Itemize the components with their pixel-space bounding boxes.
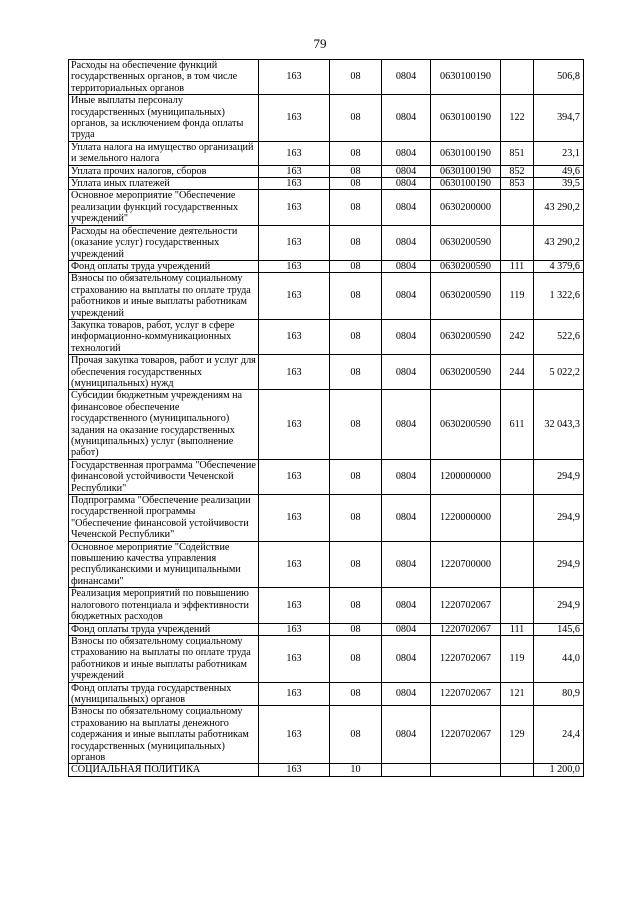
row-grbs-cell: 163 [259, 635, 330, 682]
row-target-item-cell: 1220702067 [431, 682, 501, 706]
budget-table [68, 59, 584, 777]
row-name-cell: Закупка товаров, работ, услуг в сфере информационно-коммуникационных технологий [69, 319, 259, 354]
row-amount-cell: 1 200,0 [534, 764, 584, 776]
row-subsection-cell: 0804 [382, 165, 431, 177]
row-subsection-cell: 0804 [382, 60, 431, 95]
row-target-item-cell: 1220000000 [431, 495, 501, 542]
row-expense-type-cell [501, 225, 534, 260]
row-amount-cell: 44,0 [534, 635, 584, 682]
row-name-cell: Субсидии бюджетным учреждениям на финансовое обеспечение государственного (муниципального) задания на оказание государственных (муниципальных) услуг (выполнение работ) [69, 390, 259, 459]
row-grbs-cell: 163 [259, 225, 330, 260]
row-amount-cell: 294,9 [534, 459, 584, 494]
row-grbs-cell: 163 [259, 588, 330, 623]
row-name-cell: Уплата иных платежей [69, 178, 259, 190]
row-grbs-cell: 163 [259, 355, 330, 390]
table-row [69, 588, 584, 623]
row-name-cell: СОЦИАЛЬНАЯ ПОЛИТИКА [69, 764, 259, 776]
row-name-cell: Взносы по обязательному социальному страхованию на выплаты денежного содержания и иные выплаты работникам государственных (муниципальных) органов [69, 706, 259, 764]
row-expense-type-cell [501, 60, 534, 95]
row-amount-cell: 294,9 [534, 495, 584, 542]
row-amount-cell: 522,6 [534, 319, 584, 354]
row-subsection-cell: 0804 [382, 190, 431, 225]
row-subsection-cell: 0804 [382, 682, 431, 706]
table-row [69, 355, 584, 390]
table-row [69, 541, 584, 588]
table-row [69, 273, 584, 320]
row-expense-type-cell [501, 459, 534, 494]
row-expense-type-cell [501, 495, 534, 542]
row-grbs-cell: 163 [259, 141, 330, 165]
page-number: 79 [313, 36, 327, 51]
row-expense-type-cell [501, 190, 534, 225]
row-target-item-cell: 0630100190 [431, 60, 501, 95]
row-subsection-cell: 0804 [382, 459, 431, 494]
row-name-cell: Фонд оплаты труда учреждений [69, 623, 259, 635]
row-expense-type-cell: 852 [501, 165, 534, 177]
row-section-cell: 08 [330, 495, 382, 542]
row-grbs-cell: 163 [259, 319, 330, 354]
table-row [69, 178, 584, 190]
row-subsection-cell: 0804 [382, 588, 431, 623]
row-name-cell: Взносы по обязательному социальному страхованию на выплаты по оплате труда работников и иные выплаты работникам учреждений [69, 635, 259, 682]
row-expense-type-cell: 611 [501, 390, 534, 459]
row-grbs-cell: 163 [259, 764, 330, 776]
row-section-cell: 08 [330, 588, 382, 623]
row-section-cell: 08 [330, 225, 382, 260]
row-name-cell: Уплата налога на имущество организаций и земельного налога [69, 141, 259, 165]
row-section-cell: 08 [330, 682, 382, 706]
row-amount-cell: 394,7 [534, 95, 584, 142]
row-amount-cell: 294,9 [534, 541, 584, 588]
row-section-cell: 08 [330, 390, 382, 459]
row-subsection-cell: 0804 [382, 273, 431, 320]
table-row [69, 495, 584, 542]
row-target-item-cell: 1220702067 [431, 635, 501, 682]
table-row [69, 764, 584, 776]
table-row [69, 190, 584, 225]
row-grbs-cell: 163 [259, 459, 330, 494]
row-target-item-cell: 1220700000 [431, 541, 501, 588]
row-grbs-cell: 163 [259, 95, 330, 142]
row-section-cell: 08 [330, 165, 382, 177]
row-grbs-cell: 163 [259, 190, 330, 225]
row-section-cell: 08 [330, 95, 382, 142]
row-name-cell: Расходы на обеспечение деятельности (оказание услуг) государственных учреждений [69, 225, 259, 260]
row-section-cell: 08 [330, 541, 382, 588]
row-target-item-cell: 1220702067 [431, 588, 501, 623]
row-subsection-cell: 0804 [382, 390, 431, 459]
table-row [69, 682, 584, 706]
row-target-item-cell: 1200000000 [431, 459, 501, 494]
row-target-item-cell: 0630200000 [431, 190, 501, 225]
row-grbs-cell: 163 [259, 178, 330, 190]
row-amount-cell: 294,9 [534, 588, 584, 623]
row-subsection-cell: 0804 [382, 141, 431, 165]
row-section-cell: 08 [330, 623, 382, 635]
row-grbs-cell: 163 [259, 495, 330, 542]
row-subsection-cell [382, 764, 431, 776]
row-expense-type-cell: 119 [501, 273, 534, 320]
row-target-item-cell: 0630200590 [431, 319, 501, 354]
row-expense-type-cell [501, 588, 534, 623]
row-name-cell: Прочая закупка товаров, работ и услуг для обеспечения государственных (муниципальных) нужд [69, 355, 259, 390]
row-expense-type-cell: 111 [501, 623, 534, 635]
table-row [69, 459, 584, 494]
row-target-item-cell: 1220702067 [431, 623, 501, 635]
row-amount-cell: 24,4 [534, 706, 584, 764]
row-grbs-cell: 163 [259, 60, 330, 95]
row-subsection-cell: 0804 [382, 635, 431, 682]
row-section-cell: 08 [330, 190, 382, 225]
row-subsection-cell: 0804 [382, 225, 431, 260]
row-target-item-cell: 0630200590 [431, 260, 501, 272]
row-subsection-cell: 0804 [382, 178, 431, 190]
row-subsection-cell: 0804 [382, 623, 431, 635]
row-section-cell: 08 [330, 635, 382, 682]
row-subsection-cell: 0804 [382, 495, 431, 542]
row-subsection-cell: 0804 [382, 706, 431, 764]
row-amount-cell: 39,5 [534, 178, 584, 190]
row-expense-type-cell: 119 [501, 635, 534, 682]
row-section-cell: 08 [330, 273, 382, 320]
row-name-cell: Уплата прочих налогов, сборов [69, 165, 259, 177]
row-name-cell: Основное мероприятие "Обеспечение реализации функций государственных учреждений" [69, 190, 259, 225]
row-expense-type-cell: 853 [501, 178, 534, 190]
row-amount-cell: 5 022,2 [534, 355, 584, 390]
row-name-cell: Расходы на обеспечение функций государственных органов, в том числе территориальных органов [69, 60, 259, 95]
row-amount-cell: 49,6 [534, 165, 584, 177]
row-name-cell: Государственная программа "Обеспечение финансовой устойчивости Чеченской Республики" [69, 459, 259, 494]
row-section-cell: 08 [330, 60, 382, 95]
row-grbs-cell: 163 [259, 623, 330, 635]
row-amount-cell: 43 290,2 [534, 225, 584, 260]
row-subsection-cell: 0804 [382, 260, 431, 272]
row-target-item-cell [431, 764, 501, 776]
row-expense-type-cell: 122 [501, 95, 534, 142]
row-name-cell: Фонд оплаты труда государственных (муниципальных) органов [69, 682, 259, 706]
row-expense-type-cell: 851 [501, 141, 534, 165]
row-expense-type-cell: 129 [501, 706, 534, 764]
row-name-cell: Фонд оплаты труда учреждений [69, 260, 259, 272]
row-target-item-cell: 0630200590 [431, 390, 501, 459]
row-grbs-cell: 163 [259, 682, 330, 706]
row-amount-cell: 4 379,6 [534, 260, 584, 272]
table-row [69, 390, 584, 459]
row-section-cell: 08 [330, 141, 382, 165]
row-grbs-cell: 163 [259, 165, 330, 177]
row-grbs-cell: 163 [259, 706, 330, 764]
table-row [69, 260, 584, 272]
row-name-cell: Подпрограмма "Обеспечение реализации государственной программы "Обеспечение финансовой устойчивости Чеченской Республики" [69, 495, 259, 542]
row-subsection-cell: 0804 [382, 319, 431, 354]
row-subsection-cell: 0804 [382, 355, 431, 390]
row-amount-cell: 1 322,6 [534, 273, 584, 320]
table-row [69, 623, 584, 635]
table-row [69, 60, 584, 95]
row-name-cell: Иные выплаты персоналу государственных (муниципальных) органов, за исключением фонда оплаты труда [69, 95, 259, 142]
row-section-cell: 10 [330, 764, 382, 776]
row-target-item-cell: 0630200590 [431, 273, 501, 320]
row-amount-cell: 43 290,2 [534, 190, 584, 225]
row-subsection-cell: 0804 [382, 95, 431, 142]
table-row [69, 319, 584, 354]
row-amount-cell: 32 043,3 [534, 390, 584, 459]
row-target-item-cell: 0630200590 [431, 225, 501, 260]
table-row [69, 95, 584, 142]
row-target-item-cell: 0630200590 [431, 355, 501, 390]
row-expense-type-cell [501, 764, 534, 776]
row-grbs-cell: 163 [259, 390, 330, 459]
row-target-item-cell: 1220702067 [431, 706, 501, 764]
row-expense-type-cell: 244 [501, 355, 534, 390]
row-target-item-cell: 0630100190 [431, 165, 501, 177]
row-expense-type-cell [501, 541, 534, 588]
table-row [69, 706, 584, 764]
table-body [69, 60, 584, 777]
table-row [69, 635, 584, 682]
row-section-cell: 08 [330, 355, 382, 390]
row-name-cell: Основное мероприятие "Содействие повышению качества управления республиканскими и муниципальными финансами" [69, 541, 259, 588]
row-grbs-cell: 163 [259, 260, 330, 272]
row-expense-type-cell: 242 [501, 319, 534, 354]
row-amount-cell: 80,9 [534, 682, 584, 706]
row-section-cell: 08 [330, 706, 382, 764]
row-target-item-cell: 0630100190 [431, 95, 501, 142]
row-section-cell: 08 [330, 260, 382, 272]
row-section-cell: 08 [330, 178, 382, 190]
table-row [69, 141, 584, 165]
row-amount-cell: 145,6 [534, 623, 584, 635]
row-amount-cell: 506,8 [534, 60, 584, 95]
row-expense-type-cell: 111 [501, 260, 534, 272]
row-grbs-cell: 163 [259, 273, 330, 320]
row-target-item-cell: 0630100190 [431, 178, 501, 190]
row-expense-type-cell: 121 [501, 682, 534, 706]
row-name-cell: Взносы по обязательному социальному страхованию на выплаты по оплате труда работников и иные выплаты работникам учреждений [69, 273, 259, 320]
row-target-item-cell: 0630100190 [431, 141, 501, 165]
row-amount-cell: 23,1 [534, 141, 584, 165]
row-section-cell: 08 [330, 459, 382, 494]
row-name-cell: Реализация мероприятий по повышению налогового потенциала и эффективности бюджетных расходов [69, 588, 259, 623]
row-section-cell: 08 [330, 319, 382, 354]
row-subsection-cell: 0804 [382, 541, 431, 588]
row-grbs-cell: 163 [259, 541, 330, 588]
table-row [69, 165, 584, 177]
table-row [69, 225, 584, 260]
